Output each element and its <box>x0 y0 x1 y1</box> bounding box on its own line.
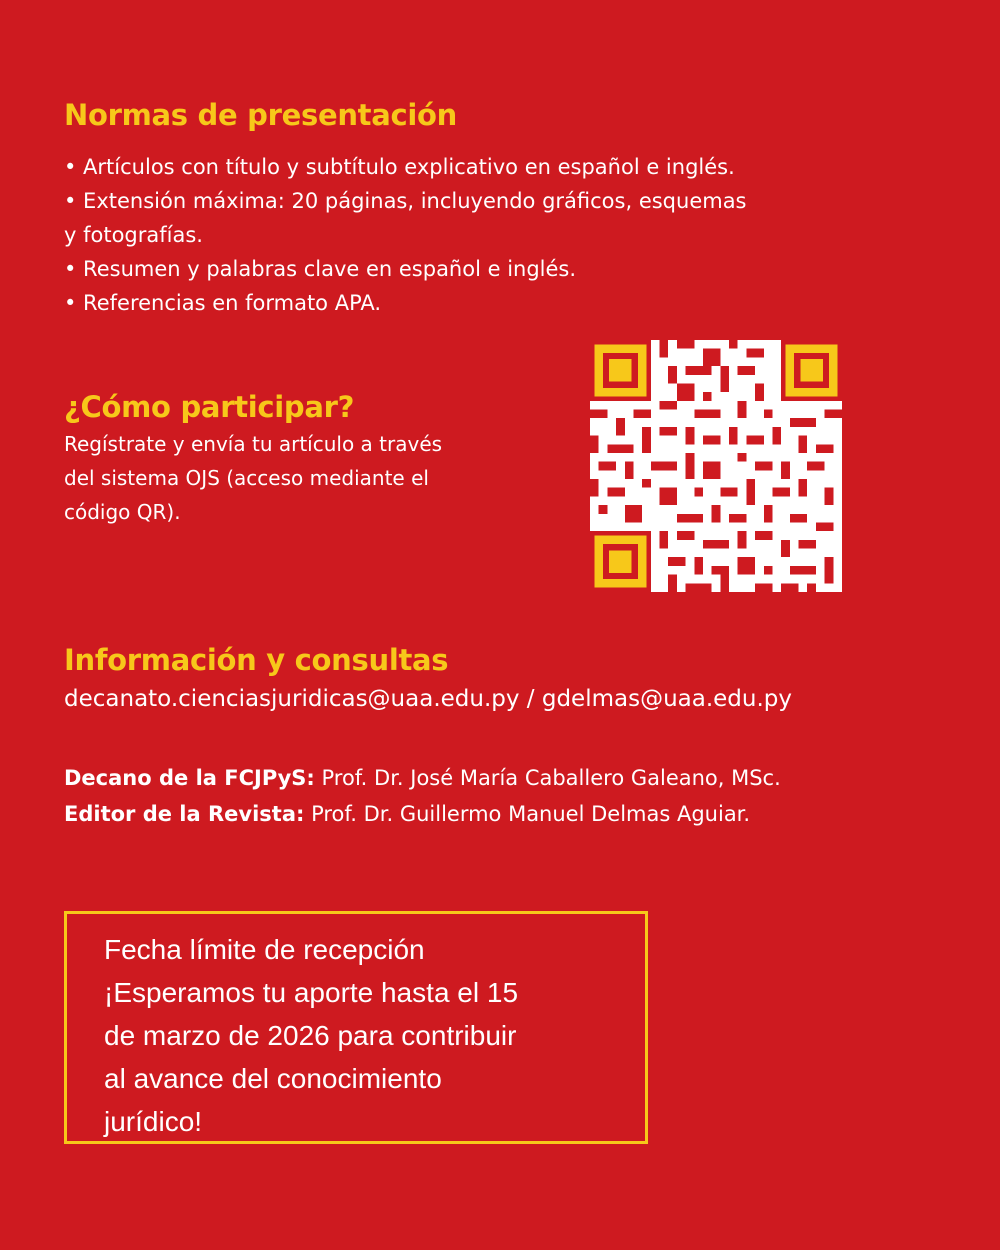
deadline-line: de marzo de 2026 para contribuir <box>104 1020 517 1051</box>
deadline-box <box>64 911 648 1144</box>
normas-item: y fotografías. <box>64 223 203 247</box>
deadline-line: al avance del conocimiento <box>104 1063 442 1094</box>
participar-heading: ¿Cómo participar? <box>64 390 355 424</box>
dean-name: Prof. Dr. José María Caballero Galeano, MSc. <box>314 766 781 790</box>
qr-code-icon[interactable] <box>590 340 842 592</box>
normas-item: • Extensión máxima: 20 páginas, incluyendo gráficos, esquemas <box>64 189 747 213</box>
normas-item: • Referencias en formato APA. <box>64 291 382 315</box>
deadline-text <box>104 928 644 1143</box>
deadline-line: jurídico! <box>104 1106 203 1137</box>
participar-line: del sistema OJS (acceso mediante el <box>64 466 429 490</box>
participar-line: Regístrate y envía tu artículo a través <box>64 432 443 456</box>
info-heading: Información y consultas <box>64 643 449 677</box>
participar-line: código QR). <box>64 500 181 524</box>
editor-name: Prof. Dr. Guillermo Manuel Delmas Aguiar. <box>304 802 751 826</box>
normas-heading: Normas de presentación <box>64 98 457 132</box>
editor-line <box>64 796 781 832</box>
dean-line <box>64 760 781 796</box>
deadline-line: ¡Esperamos tu aporte hasta el 15 <box>104 977 519 1008</box>
participar-text <box>64 427 534 529</box>
authorities <box>64 760 781 832</box>
normas-list <box>64 150 824 320</box>
editor-label: Editor de la Revista: <box>64 802 305 826</box>
normas-item: • Resumen y palabras clave en español e inglés. <box>64 257 577 281</box>
normas-item: • Artículos con título y subtítulo explicativo en español e inglés. <box>64 155 735 179</box>
dean-label: Decano de la FCJPyS: <box>64 766 315 790</box>
deadline-line: Fecha límite de recepción <box>104 934 425 965</box>
contact-emails[interactable]: decanato.cienciasjuridicas@uaa.edu.py / gdelmas@uaa.edu.py <box>64 686 793 712</box>
